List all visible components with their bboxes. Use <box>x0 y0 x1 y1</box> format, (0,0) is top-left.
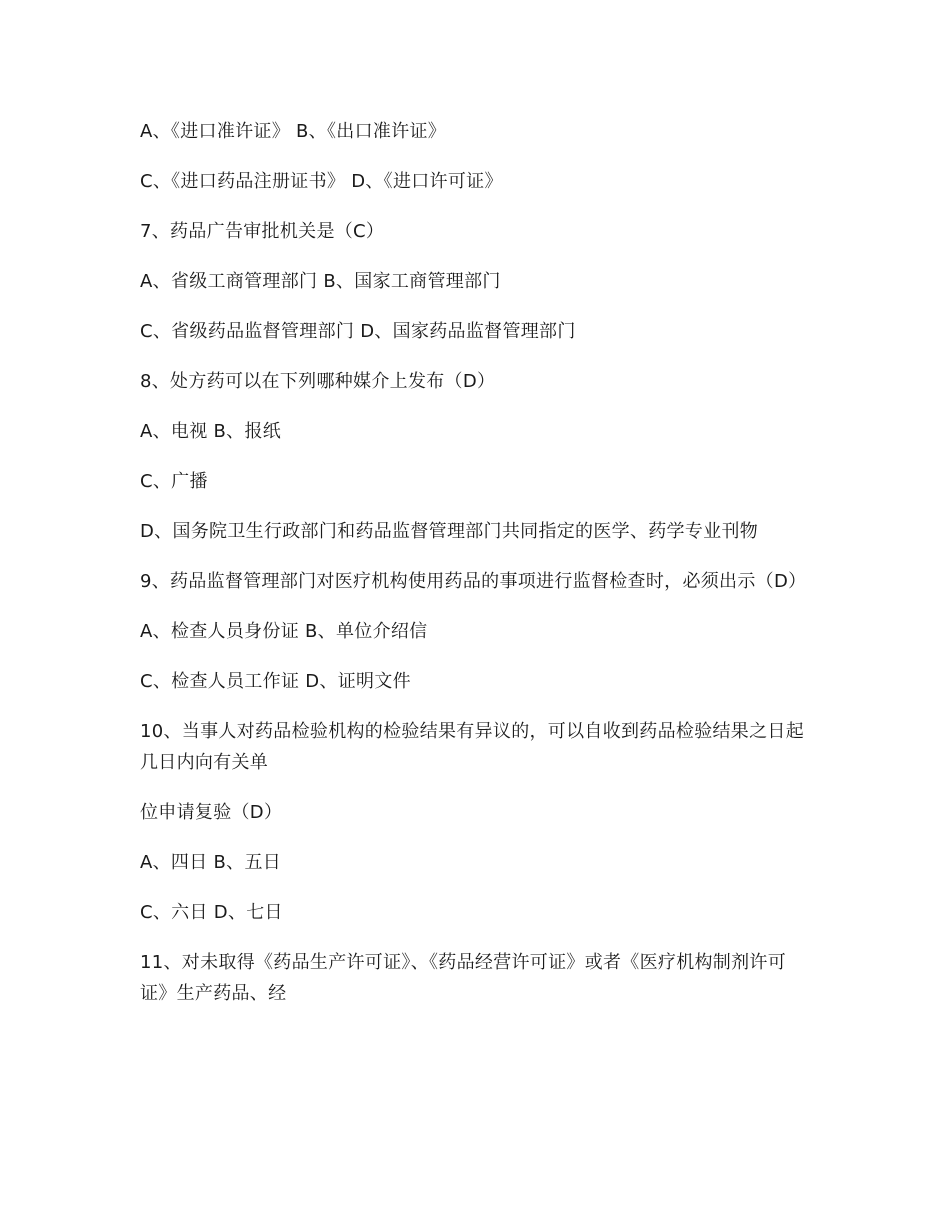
text-line-answer-options: C、检查人员工作证 D、证明文件 <box>140 671 411 692</box>
text-line-answer-options: A、《进口准许证》 B、《出口准许证》 <box>140 121 447 142</box>
document-body <box>140 116 812 1028</box>
text-line-answer-options: C、六日 D、七日 <box>140 902 283 923</box>
question-9: 9、药品监督管理部门对医疗机构使用药品的事项进行监督检查时，必须出示（D） <box>140 571 807 592</box>
text-line-answer-options: A、电视 B、报纸 <box>140 421 282 442</box>
text-line-answer-options: C、广播 <box>140 471 208 492</box>
text-line-answer-options: C、省级药品监督管理部门 D、国家药品监督管理部门 <box>140 321 576 342</box>
question-10-continued: 位申请复验（D） <box>140 802 283 823</box>
question-10: 10、当事人对药品检验机构的检验结果有异议的，可以自收到药品检验结果之日起几日内向有关单 <box>140 721 805 773</box>
text-line-answer-options: A、四日 B、五日 <box>140 852 282 873</box>
question-11: 11、对未取得《药品生产许可证》、《药品经营许可证》或者《医疗机构制剂许可证》生产药品、经 <box>140 952 787 1004</box>
text-line-answer-options: D、国务院卫生行政部门和药品监督管理部门共同指定的医学、药学专业刊物 <box>140 521 759 542</box>
text-line-answer-options: A、检查人员身份证 B、单位介绍信 <box>140 621 428 642</box>
question-7: 7、药品广告审批机关是（C） <box>140 221 385 242</box>
text-line-answer-options: C、《进口药品注册证书》 D、《进口许可证》 <box>140 171 503 192</box>
text-line-answer-options: A、省级工商管理部门 B、国家工商管理部门 <box>140 271 501 292</box>
question-8: 8、处方药可以在下列哪种媒介上发布（D） <box>140 371 496 392</box>
